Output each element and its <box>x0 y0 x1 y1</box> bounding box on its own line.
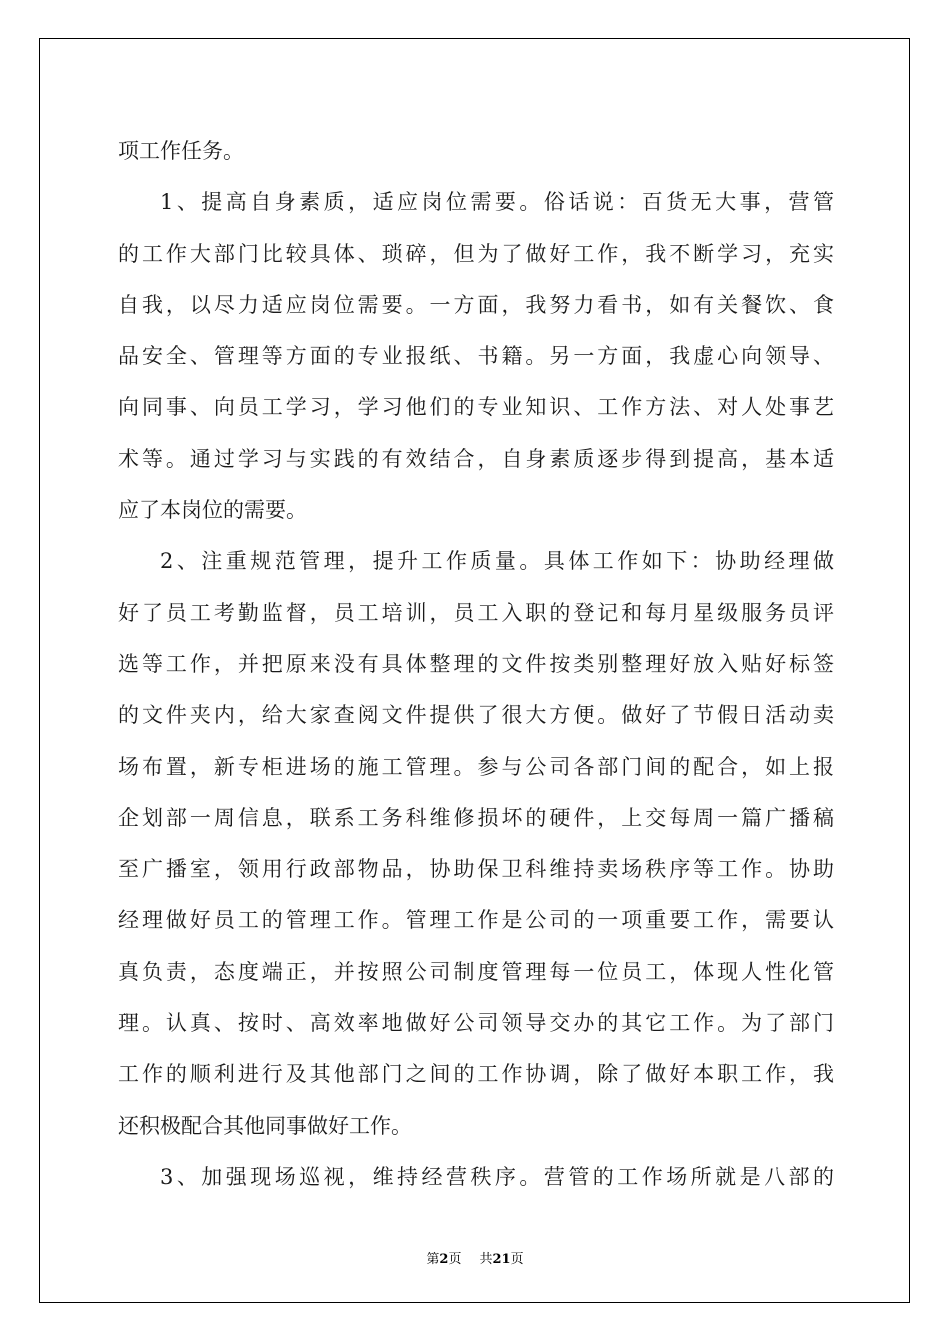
text-line: 品安全、管理等方面的专业报纸、书籍。另一方面，我虚心向领导、 <box>118 344 834 369</box>
text-line: 选等工作，并把原来没有具体整理的文件按类别整理好放入贴好标签 <box>118 651 834 676</box>
text-line: 的文件夹内，给大家查阅文件提供了很大方便。做好了节假日活动卖 <box>118 703 834 728</box>
paragraph-3-start: 3、加强现场巡视，维持经营秩序。营管的工作场所就是八部的 <box>160 1164 834 1189</box>
paragraph-2-start: 2、注重规范管理，提升工作质量。具体工作如下：协助经理做 <box>160 549 834 574</box>
total-suffix: 页 <box>510 1252 524 1267</box>
page-footer <box>0 1248 950 1267</box>
text-line: 理。认真、按时、高效率地做好公司领导交办的其它工作。为了部门 <box>118 1011 834 1036</box>
page-suffix: 页 <box>448 1252 462 1267</box>
document-body <box>118 126 834 1203</box>
text-line: 术等。通过学习与实践的有效结合，自身素质逐步得到提高，基本适 <box>118 446 834 471</box>
text-line: 项工作任务。 <box>118 139 244 163</box>
paragraph-1-start: 1、提高自身素质，适应岗位需要。俗话说：百货无大事，营管 <box>160 190 834 215</box>
text-line: 的工作大部门比较具体、琐碎，但为了做好工作，我不断学习，充实 <box>118 241 834 266</box>
text-line: 好了员工考勤监督，员工培训，员工入职的登记和每月星级服务员评 <box>118 600 834 625</box>
text-line: 经理做好员工的管理工作。管理工作是公司的一项重要工作，需要认 <box>118 908 834 933</box>
text-line: 应了本岗位的需要。 <box>118 498 307 523</box>
text-line: 还积极配合其他同事做好工作。 <box>118 1113 412 1138</box>
text-line: 场布置，新专柜进场的施工管理。参与公司各部门间的配合，如上报 <box>118 754 834 779</box>
text-line: 真负责，态度端正，并按照公司制度管理每一位员工，体现人性化管 <box>118 959 834 984</box>
page-prefix: 第 <box>426 1252 440 1267</box>
text-line: 工作的顺利进行及其他部门之间的工作协调，除了做好本职工作，我 <box>118 1062 834 1087</box>
text-line: 至广播室，领用行政部物品，协助保卫科维持卖场秩序等工作。协助 <box>118 857 834 882</box>
text-line: 自我，以尽力适应岗位需要。一方面，我努力看书，如有关餐饮、食 <box>118 292 834 317</box>
total-prefix: 共 <box>479 1252 493 1267</box>
text-line: 企划部一周信息，联系工务科维修损坏的硬件，上交每周一篇广播稿 <box>118 805 834 830</box>
page-number: 2 <box>439 1252 449 1267</box>
text-line: 向同事、向员工学习，学习他们的专业知识、工作方法、对人处事艺 <box>118 395 834 420</box>
total-pages: 21 <box>492 1252 511 1267</box>
